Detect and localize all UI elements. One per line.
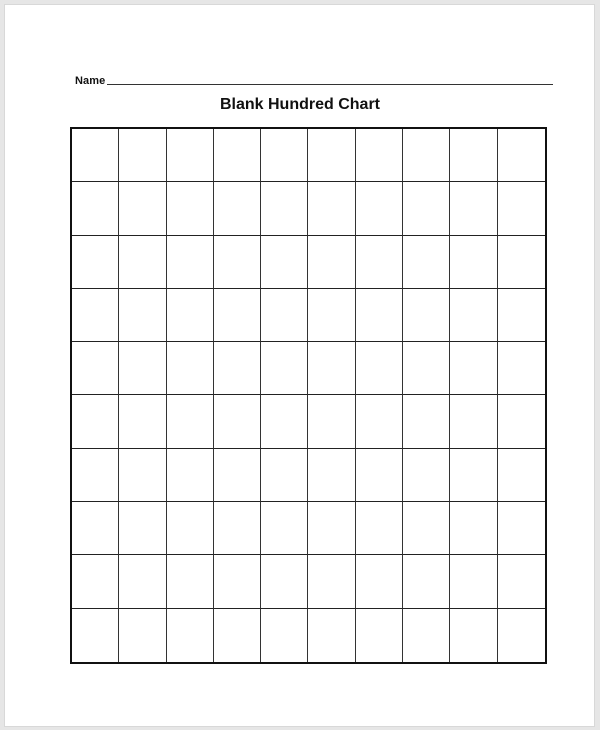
grid-cell <box>261 182 308 235</box>
grid-cell <box>72 609 119 662</box>
grid-cell <box>261 502 308 555</box>
grid-cell <box>72 395 119 448</box>
grid-cell <box>167 395 214 448</box>
grid-cell <box>72 289 119 342</box>
grid-cell <box>498 555 545 608</box>
grid-cell <box>261 449 308 502</box>
grid-cell <box>450 236 497 289</box>
grid-cell <box>214 182 261 235</box>
grid-cell <box>450 449 497 502</box>
grid-cell <box>72 236 119 289</box>
grid-cell <box>403 395 450 448</box>
grid-cell <box>498 236 545 289</box>
hundred-chart-grid <box>70 127 547 664</box>
grid-cell <box>356 555 403 608</box>
grid-cell <box>167 609 214 662</box>
grid-cell <box>214 342 261 395</box>
grid-cell <box>167 182 214 235</box>
grid-cell <box>403 555 450 608</box>
grid-cell <box>261 609 308 662</box>
grid-cell <box>308 449 355 502</box>
grid-cell <box>119 129 166 182</box>
grid-cell <box>167 289 214 342</box>
grid-cell <box>498 502 545 555</box>
grid-cell <box>72 502 119 555</box>
grid-cell <box>308 395 355 448</box>
grid-cell <box>450 289 497 342</box>
grid-cell <box>72 555 119 608</box>
grid-cell <box>450 609 497 662</box>
grid-cell <box>308 609 355 662</box>
grid-cell <box>119 289 166 342</box>
grid-cell <box>214 555 261 608</box>
grid-cell <box>214 236 261 289</box>
grid-cell <box>498 395 545 448</box>
grid-cell <box>356 449 403 502</box>
grid-cell <box>308 555 355 608</box>
grid-cell <box>214 609 261 662</box>
grid-cell <box>498 449 545 502</box>
grid-cell <box>214 129 261 182</box>
grid-cell <box>72 182 119 235</box>
grid-cell <box>498 182 545 235</box>
grid-cell <box>119 449 166 502</box>
grid-cell <box>450 502 497 555</box>
grid-cell <box>498 609 545 662</box>
grid-cell <box>308 129 355 182</box>
grid-cell <box>403 449 450 502</box>
worksheet-title: Blank Hundred Chart <box>219 96 380 113</box>
grid-cell <box>403 609 450 662</box>
grid-cell <box>498 129 545 182</box>
grid-cell <box>119 182 166 235</box>
grid-cell <box>450 395 497 448</box>
grid-cell <box>356 289 403 342</box>
grid-cell <box>119 342 166 395</box>
grid-cell <box>167 129 214 182</box>
grid-cell <box>450 342 497 395</box>
grid-cell <box>450 182 497 235</box>
grid-cell <box>308 182 355 235</box>
name-label: Name <box>75 75 106 87</box>
grid-cell <box>450 555 497 608</box>
grid-cell <box>167 555 214 608</box>
grid-cell <box>214 395 261 448</box>
grid-cell <box>403 289 450 342</box>
grid-cell <box>261 395 308 448</box>
grid-cell <box>403 182 450 235</box>
grid-cell <box>167 236 214 289</box>
grid-cell <box>261 555 308 608</box>
grid-cell <box>119 502 166 555</box>
grid-cell <box>356 395 403 448</box>
grid-cell <box>356 502 403 555</box>
grid-cell <box>72 342 119 395</box>
grid-cell <box>356 609 403 662</box>
grid-cell <box>450 129 497 182</box>
grid-cell <box>214 502 261 555</box>
grid-cell <box>214 449 261 502</box>
grid-cell <box>261 289 308 342</box>
grid-cell <box>403 236 450 289</box>
grid-cell <box>261 342 308 395</box>
grid-cell <box>167 342 214 395</box>
name-field <box>75 73 553 87</box>
grid-cell <box>498 289 545 342</box>
grid-cell <box>72 449 119 502</box>
grid-cell <box>214 289 261 342</box>
grid-cell <box>261 236 308 289</box>
grid-cell <box>403 129 450 182</box>
grid-cell <box>119 609 166 662</box>
grid-cell <box>356 342 403 395</box>
grid-cell <box>356 182 403 235</box>
grid-cell <box>119 555 166 608</box>
grid-cell <box>498 342 545 395</box>
grid-cell <box>403 502 450 555</box>
grid-cell <box>356 236 403 289</box>
grid-cell <box>308 502 355 555</box>
grid-cell <box>403 342 450 395</box>
grid-cell <box>308 236 355 289</box>
grid-cell <box>356 129 403 182</box>
grid-cell <box>261 129 308 182</box>
grid-cell <box>72 129 119 182</box>
grid-cell <box>167 449 214 502</box>
grid-cell <box>119 395 166 448</box>
grid-cell <box>308 289 355 342</box>
grid-cell <box>119 236 166 289</box>
name-write-line <box>107 84 553 85</box>
grid-cell <box>167 502 214 555</box>
grid-cell <box>308 342 355 395</box>
